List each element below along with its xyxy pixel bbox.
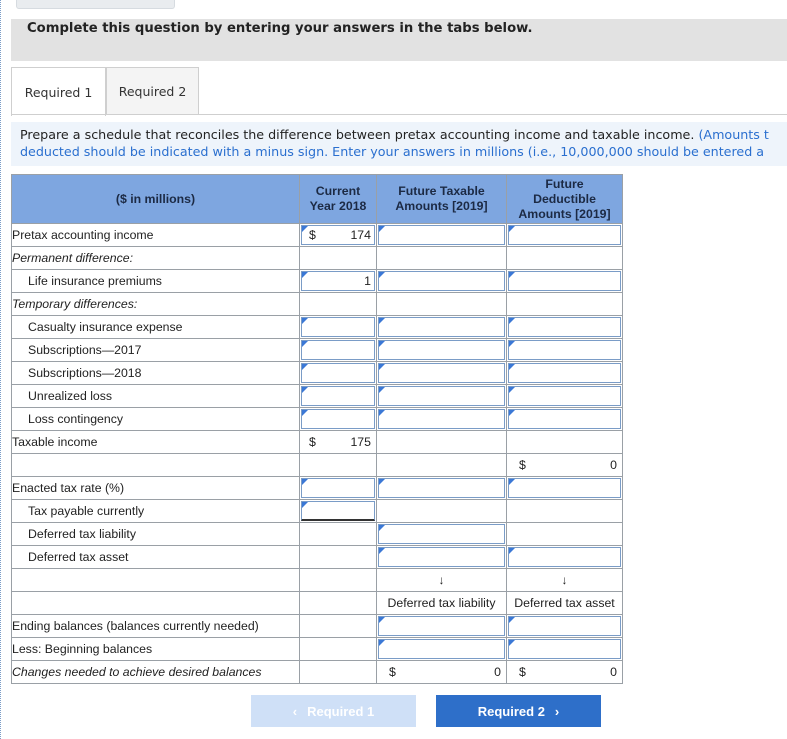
- row-label: Tax payable currently: [12, 500, 300, 523]
- table-row: [12, 454, 623, 477]
- life-fta-input[interactable]: [377, 270, 507, 293]
- fda-total-value: $ 0: [507, 454, 623, 477]
- table-row: [12, 477, 623, 500]
- instruction-line-2: deducted should be indicated with a minus sign. Enter your answers in millions (i.e., 10,000,000 should be entered a: [20, 144, 765, 159]
- tab-required-1[interactable]: [11, 67, 106, 116]
- table-row: [12, 569, 623, 592]
- row-label: Enacted tax rate (%): [12, 477, 300, 500]
- row-label: Subscriptions—2018: [12, 362, 300, 385]
- prev-button-label: Required 1: [307, 703, 375, 719]
- row-label: Loss contingency: [12, 408, 300, 431]
- table-row: [12, 339, 623, 362]
- row-label: Pretax accounting income: [12, 224, 300, 247]
- table-row: [12, 224, 623, 247]
- rate-fta-input[interactable]: [377, 477, 507, 500]
- header-label: ($ in millions): [12, 175, 300, 224]
- row-label: Permanent difference:: [12, 247, 300, 270]
- table-row: [12, 316, 623, 339]
- question-header-text: Complete this question by entering your answers in the tabs below.: [27, 21, 533, 36]
- chevron-left-icon: ‹: [292, 703, 298, 719]
- table-row: [12, 408, 623, 431]
- row-label: Temporary differences:: [12, 293, 300, 316]
- table-row: [12, 500, 623, 523]
- taxpay-current-input[interactable]: [300, 500, 377, 523]
- life-current-input[interactable]: 1: [300, 270, 377, 293]
- instruction-text: Prepare a schedule that reconciles the difference between pretax accounting income and taxable income.: [20, 127, 695, 142]
- down-arrow-icon: ↓: [507, 569, 623, 592]
- row-label: Casualty insurance expense: [12, 316, 300, 339]
- casualty-current-input[interactable]: [300, 316, 377, 339]
- ending-dtl-input[interactable]: [377, 615, 507, 638]
- table-row: [12, 247, 623, 270]
- sub2017-fta-input[interactable]: [377, 339, 507, 362]
- unreal-fda-input[interactable]: [507, 385, 623, 408]
- sub2017-current-input[interactable]: [300, 339, 377, 362]
- table-row: [12, 638, 623, 661]
- header-current-year: Current Year 2018: [300, 175, 377, 224]
- dta-fta-input[interactable]: [377, 546, 507, 569]
- dta-column-label: Deferred tax asset: [507, 592, 623, 615]
- page-edge: [0, 0, 1, 739]
- chevron-right-icon: ›: [554, 703, 560, 719]
- sub2018-fda-input[interactable]: [507, 362, 623, 385]
- rate-current-input[interactable]: [300, 477, 377, 500]
- changes-dta-value: $ 0: [507, 661, 623, 684]
- table-row: [12, 615, 623, 638]
- pretax-current-input[interactable]: $ 174: [300, 224, 377, 247]
- tab-required-2-label: Required 2: [118, 83, 187, 99]
- casualty-fda-input[interactable]: [507, 316, 623, 339]
- table-row: [12, 523, 623, 546]
- table-row: [12, 270, 623, 293]
- life-fda-input[interactable]: [507, 270, 623, 293]
- unreal-current-input[interactable]: [300, 385, 377, 408]
- ending-dta-input[interactable]: [507, 615, 623, 638]
- changes-dtl-value: $ 0: [377, 661, 507, 684]
- sub2018-current-input[interactable]: [300, 362, 377, 385]
- top-tab-stub: [16, 0, 175, 9]
- rate-fda-input[interactable]: [507, 477, 623, 500]
- row-label: Ending balances (balances currently needed): [12, 615, 300, 638]
- table-row: [12, 661, 623, 684]
- row-label: Subscriptions—2017: [12, 339, 300, 362]
- tab-divider: [11, 114, 787, 115]
- header-future-taxable: Future Taxable Amounts [2019]: [377, 175, 507, 224]
- row-label: Changes needed to achieve desired balances: [12, 661, 300, 684]
- row-label: Life insurance premiums: [12, 270, 300, 293]
- header-future-deductible: Future Deductible Amounts [2019]: [507, 175, 623, 224]
- question-header: [11, 19, 787, 61]
- sub2017-fda-input[interactable]: [507, 339, 623, 362]
- next-button-label: Required 2: [477, 703, 545, 719]
- taxable-current-value: $ 175: [300, 431, 377, 454]
- table-row: [12, 431, 623, 454]
- losscont-current-input[interactable]: [300, 408, 377, 431]
- dtl-fta-input[interactable]: [377, 523, 507, 546]
- reconciliation-schedule: [11, 174, 623, 684]
- pretax-fda-input[interactable]: [507, 224, 623, 247]
- pretax-fta-input[interactable]: [377, 224, 507, 247]
- beginning-dta-input[interactable]: [507, 638, 623, 661]
- dta-fda-input[interactable]: [507, 546, 623, 569]
- table-row: [12, 362, 623, 385]
- beginning-dtl-input[interactable]: [377, 638, 507, 661]
- losscont-fda-input[interactable]: [507, 408, 623, 431]
- row-label: Taxable income: [12, 431, 300, 454]
- losscont-fta-input[interactable]: [377, 408, 507, 431]
- row-label: Deferred tax asset: [12, 546, 300, 569]
- row-label: Unrealized loss: [12, 385, 300, 408]
- tab-required-1-label: Required 1: [24, 84, 93, 100]
- table-row: [12, 385, 623, 408]
- down-arrow-icon: ↓: [377, 569, 507, 592]
- instruction-note: (Amounts t: [698, 127, 769, 142]
- dtl-column-label: Deferred tax liability: [377, 592, 507, 615]
- table-row: [12, 592, 623, 615]
- casualty-fta-input[interactable]: [377, 316, 507, 339]
- row-label: Less: Beginning balances: [12, 638, 300, 661]
- next-required-2-button[interactable]: [436, 695, 601, 727]
- table-row: [12, 293, 623, 316]
- row-label: Deferred tax liability: [12, 523, 300, 546]
- table-row: [12, 546, 623, 569]
- unreal-fta-input[interactable]: [377, 385, 507, 408]
- instructions: [11, 122, 787, 166]
- prev-required-1-button[interactable]: [251, 695, 416, 727]
- tab-required-2[interactable]: [106, 67, 199, 114]
- sub2018-fta-input[interactable]: [377, 362, 507, 385]
